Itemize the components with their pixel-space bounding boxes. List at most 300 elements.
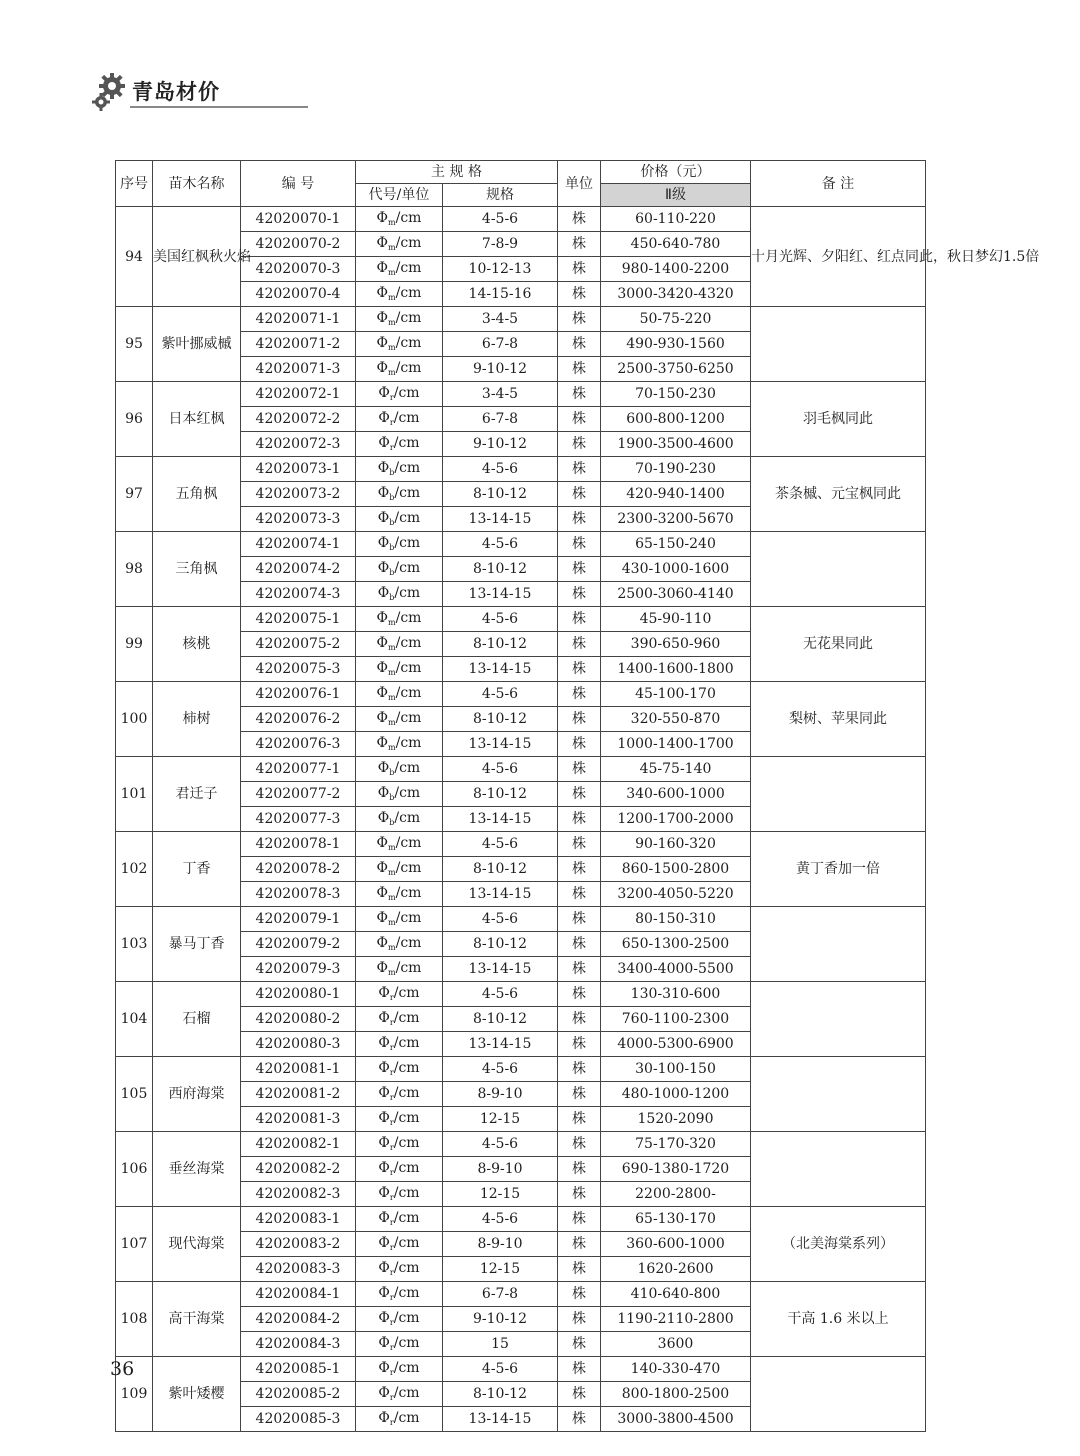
spec-unit: /cm (393, 1060, 420, 1076)
spec-symbol: Φ (378, 1060, 390, 1076)
spec-symbol-subscript: r (389, 1093, 394, 1102)
code-unit (356, 1157, 443, 1182)
price-value: 450-640-780 (601, 232, 751, 257)
price-value: 2500-3060-4140 (601, 582, 751, 607)
spec-symbol: Φ (378, 1160, 390, 1176)
remark: （北美海棠系列） (751, 1207, 926, 1282)
table-row (116, 457, 926, 482)
price-value: 2500-3750-6250 (601, 357, 751, 382)
code-unit (356, 482, 443, 507)
spec-symbol-subscript: m (388, 743, 396, 752)
spec-unit: /cm (395, 860, 422, 876)
spec-unit: /cm (395, 935, 422, 951)
spec-symbol-subscript: m (388, 643, 396, 652)
spec-value: 13-14-15 (443, 1032, 558, 1057)
code-unit (356, 1207, 443, 1232)
spec-value: 13-14-15 (443, 957, 558, 982)
spec-unit: /cm (395, 360, 422, 376)
spec-symbol: Φ (377, 460, 390, 476)
spec-symbol: Φ (377, 785, 390, 801)
unit: 株 (558, 682, 601, 707)
spec-symbol-subscript: m (388, 843, 396, 852)
spec-symbol: Φ (378, 1310, 390, 1326)
table-row (116, 382, 926, 407)
code-unit (356, 907, 443, 932)
spec-unit: /cm (395, 685, 422, 701)
spec-symbol: Φ (376, 335, 389, 351)
spec-symbol: Φ (376, 285, 389, 301)
unit: 株 (558, 1407, 601, 1432)
code-unit (356, 307, 443, 332)
price-value: 600-800-1200 (601, 407, 751, 432)
item-code: 42020077-1 (241, 757, 356, 782)
price-value: 3200-4050-5220 (601, 882, 751, 907)
price-value: 2300-3200-5670 (601, 507, 751, 532)
item-code: 42020071-3 (241, 357, 356, 382)
spec-symbol-subscript: m (388, 693, 396, 702)
item-code: 42020083-3 (241, 1257, 356, 1282)
item-code: 42020072-2 (241, 407, 356, 432)
spec-unit: /cm (393, 1285, 420, 1301)
spec-symbol: Φ (376, 860, 389, 876)
unit: 株 (558, 1132, 601, 1157)
spec-symbol-subscript: m (388, 668, 396, 677)
unit: 株 (558, 532, 601, 557)
spec-symbol-subscript: b (389, 568, 395, 577)
table-row (116, 307, 926, 332)
code-unit (356, 1382, 443, 1407)
spec-symbol: Φ (378, 1260, 390, 1276)
item-number: 95 (116, 307, 153, 382)
unit: 株 (558, 207, 601, 232)
spec-unit: /cm (395, 235, 422, 251)
spec-unit: /cm (393, 1310, 420, 1326)
spec-symbol-subscript: r (389, 1243, 394, 1252)
code-unit (356, 757, 443, 782)
price-value: 140-330-470 (601, 1357, 751, 1382)
code-unit (356, 557, 443, 582)
spec-value: 4-5-6 (443, 607, 558, 632)
item-code: 42020075-2 (241, 632, 356, 657)
item-code: 42020084-2 (241, 1307, 356, 1332)
price-value: 4000-5300-6900 (601, 1032, 751, 1057)
spec-value: 4-5-6 (443, 207, 558, 232)
code-unit (356, 332, 443, 357)
unit: 株 (558, 282, 601, 307)
unit: 株 (558, 707, 601, 732)
spec-symbol: Φ (378, 1385, 390, 1401)
spec-symbol-subscript: m (388, 968, 396, 977)
code-unit (356, 957, 443, 982)
price-value: 1190-2110-2800 (601, 1307, 751, 1332)
table-row (116, 832, 926, 857)
spec-symbol: Φ (378, 1285, 390, 1301)
price-value: 90-160-320 (601, 832, 751, 857)
plant-name: 丁香 (153, 832, 241, 907)
spec-unit: /cm (394, 460, 421, 476)
code-unit (356, 882, 443, 907)
item-number: 101 (116, 757, 153, 832)
spec-symbol: Φ (378, 385, 390, 401)
spec-value: 4-5-6 (443, 1357, 558, 1382)
code-unit (356, 1182, 443, 1207)
spec-value: 13-14-15 (443, 507, 558, 532)
unit: 株 (558, 732, 601, 757)
item-code: 42020085-3 (241, 1407, 356, 1432)
price-value: 3000-3420-4320 (601, 282, 751, 307)
price-value: 130-310-600 (601, 982, 751, 1007)
spec-symbol-subscript: r (389, 393, 394, 402)
spec-value: 7-8-9 (443, 232, 558, 257)
spec-unit: /cm (395, 210, 422, 226)
spec-symbol: Φ (376, 835, 389, 851)
spec-value: 12-15 (443, 1257, 558, 1282)
item-number: 96 (116, 382, 153, 457)
plant-name: 西府海棠 (153, 1057, 241, 1132)
table-row (116, 1057, 926, 1082)
spec-symbol-subscript: m (388, 893, 396, 902)
unit: 株 (558, 957, 601, 982)
price-value: 320-550-870 (601, 707, 751, 732)
spec-symbol: Φ (378, 985, 390, 1001)
spec-unit: /cm (393, 1260, 420, 1276)
item-code: 42020074-2 (241, 557, 356, 582)
code-unit (356, 607, 443, 632)
spec-symbol-subscript: r (389, 1143, 394, 1152)
price-value: 800-1800-2500 (601, 1382, 751, 1407)
remark: 梨树、苹果同此 (751, 682, 926, 757)
item-code: 42020085-1 (241, 1357, 356, 1382)
spec-symbol: Φ (378, 1410, 390, 1426)
spec-unit: /cm (394, 560, 421, 576)
plant-name: 核桃 (153, 607, 241, 682)
price-value: 65-130-170 (601, 1207, 751, 1232)
spec-value: 8-10-12 (443, 1007, 558, 1032)
code-unit (356, 1232, 443, 1257)
spec-value: 6-7-8 (443, 407, 558, 432)
item-code: 42020076-1 (241, 682, 356, 707)
unit: 株 (558, 1182, 601, 1207)
item-code: 42020078-2 (241, 857, 356, 882)
unit: 株 (558, 932, 601, 957)
price-value: 420-940-1400 (601, 482, 751, 507)
spec-value: 4-5-6 (443, 982, 558, 1007)
spec-symbol: Φ (378, 1035, 390, 1051)
spec-symbol-subscript: m (388, 243, 396, 252)
plant-name: 紫叶矮樱 (153, 1357, 241, 1432)
spec-symbol: Φ (376, 710, 389, 726)
plant-name: 三角枫 (153, 532, 241, 607)
price-value: 70-190-230 (601, 457, 751, 482)
price-value: 340-600-1000 (601, 782, 751, 807)
remark: 黄丁香加一倍 (751, 832, 926, 907)
price-value: 45-75-140 (601, 757, 751, 782)
unit: 株 (558, 832, 601, 857)
code-unit (356, 407, 443, 432)
spec-value: 8-10-12 (443, 482, 558, 507)
item-code: 42020075-1 (241, 607, 356, 632)
spec-symbol: Φ (376, 260, 389, 276)
spec-value: 8-10-12 (443, 857, 558, 882)
code-unit (356, 1032, 443, 1057)
item-number: 98 (116, 532, 153, 607)
item-code: 42020076-3 (241, 732, 356, 757)
item-code: 42020084-1 (241, 1282, 356, 1307)
spec-symbol: Φ (377, 510, 390, 526)
code-unit (356, 732, 443, 757)
spec-symbol-subscript: m (388, 268, 396, 277)
code-unit (356, 857, 443, 882)
item-code: 42020074-3 (241, 582, 356, 607)
item-code: 42020074-1 (241, 532, 356, 557)
spec-value: 8-10-12 (443, 707, 558, 732)
code-unit (356, 1282, 443, 1307)
spec-symbol-subscript: m (388, 618, 396, 627)
item-number: 100 (116, 682, 153, 757)
remark: 无花果同此 (751, 607, 926, 682)
spec-symbol: Φ (377, 760, 390, 776)
code-unit (356, 657, 443, 682)
item-code: 42020084-3 (241, 1332, 356, 1357)
table-row (116, 607, 926, 632)
item-code: 42020070-2 (241, 232, 356, 257)
unit: 株 (558, 1082, 601, 1107)
unit: 株 (558, 232, 601, 257)
price-value: 1200-1700-2000 (601, 807, 751, 832)
header-rule (130, 106, 308, 108)
unit: 株 (558, 982, 601, 1007)
item-number: 104 (116, 982, 153, 1057)
unit: 株 (558, 482, 601, 507)
price-value: 650-1300-2500 (601, 932, 751, 957)
unit: 株 (558, 1357, 601, 1382)
code-unit (356, 1357, 443, 1382)
plant-name: 美国红枫秋火焰 (153, 207, 241, 307)
spec-value: 8-10-12 (443, 557, 558, 582)
spec-symbol-subscript: r (389, 1018, 394, 1027)
code-unit (356, 1007, 443, 1032)
remark: 干高 1.6 米以上 (751, 1282, 926, 1357)
price-value: 760-1100-2300 (601, 1007, 751, 1032)
spec-value: 6-7-8 (443, 332, 558, 357)
header-grade: Ⅱ级 (601, 184, 751, 207)
unit: 株 (558, 357, 601, 382)
spec-unit: /cm (395, 885, 422, 901)
price-value: 980-1400-2200 (601, 257, 751, 282)
table-row (116, 1282, 926, 1307)
code-unit (356, 1332, 443, 1357)
item-number: 103 (116, 907, 153, 982)
item-code: 42020070-3 (241, 257, 356, 282)
unit: 株 (558, 382, 601, 407)
unit: 株 (558, 1257, 601, 1282)
spec-unit: /cm (395, 635, 422, 651)
spec-value: 9-10-12 (443, 432, 558, 457)
header-unit: 单位 (558, 161, 601, 207)
item-code: 42020081-1 (241, 1057, 356, 1082)
price-value: 490-930-1560 (601, 332, 751, 357)
spec-symbol-subscript: m (388, 318, 396, 327)
spec-value: 4-5-6 (443, 1132, 558, 1157)
spec-value: 4-5-6 (443, 532, 558, 557)
spec-value: 13-14-15 (443, 582, 558, 607)
spec-symbol-subscript: b (389, 818, 395, 827)
spec-unit: /cm (393, 435, 420, 451)
spec-symbol-subscript: r (389, 443, 394, 452)
item-code: 42020070-4 (241, 282, 356, 307)
code-unit (356, 382, 443, 407)
spec-value: 12-15 (443, 1182, 558, 1207)
item-code: 42020076-2 (241, 707, 356, 732)
code-unit (356, 457, 443, 482)
unit: 株 (558, 582, 601, 607)
item-code: 42020081-3 (241, 1107, 356, 1132)
code-unit (356, 232, 443, 257)
code-unit (356, 1257, 443, 1282)
spec-symbol-subscript: r (389, 418, 394, 427)
unit: 株 (558, 557, 601, 582)
spec-value: 8-9-10 (443, 1157, 558, 1182)
unit: 株 (558, 1332, 601, 1357)
header-price: 价格（元） (601, 161, 751, 184)
spec-symbol-subscript: r (389, 1343, 394, 1352)
spec-value: 3-4-5 (443, 307, 558, 332)
spec-symbol-subscript: r (389, 1393, 394, 1402)
code-unit (356, 1107, 443, 1132)
plant-name: 垂丝海棠 (153, 1132, 241, 1207)
item-code: 42020081-2 (241, 1082, 356, 1107)
table-row (116, 982, 926, 1007)
code-unit (356, 707, 443, 732)
spec-value: 13-14-15 (443, 732, 558, 757)
spec-symbol: Φ (376, 735, 389, 751)
spec-symbol-subscript: r (389, 1218, 394, 1227)
header-code: 编 号 (241, 161, 356, 207)
item-code: 42020071-1 (241, 307, 356, 332)
spec-symbol: Φ (378, 1235, 390, 1251)
code-unit (356, 432, 443, 457)
spec-value: 8-9-10 (443, 1232, 558, 1257)
plant-name: 现代海棠 (153, 1207, 241, 1282)
item-code: 42020072-1 (241, 382, 356, 407)
table-row (116, 207, 926, 232)
spec-value: 8-10-12 (443, 1382, 558, 1407)
spec-unit: /cm (393, 1385, 420, 1401)
spec-symbol: Φ (378, 1360, 390, 1376)
spec-value: 14-15-16 (443, 282, 558, 307)
code-unit (356, 807, 443, 832)
spec-symbol-subscript: b (389, 518, 395, 527)
item-code: 42020072-3 (241, 432, 356, 457)
unit: 株 (558, 1307, 601, 1332)
spec-value: 9-10-12 (443, 357, 558, 382)
item-code: 42020078-1 (241, 832, 356, 857)
item-code: 42020078-3 (241, 882, 356, 907)
item-code: 42020080-2 (241, 1007, 356, 1032)
code-unit (356, 532, 443, 557)
code-unit (356, 1132, 443, 1157)
spec-unit: /cm (395, 610, 422, 626)
brand-logo (90, 70, 230, 116)
item-code: 42020082-3 (241, 1182, 356, 1207)
code-unit (356, 357, 443, 382)
remark (751, 982, 926, 1057)
table-row (116, 1132, 926, 1157)
spec-unit: /cm (393, 1235, 420, 1251)
spec-unit: /cm (393, 1185, 420, 1201)
item-code: 42020071-2 (241, 332, 356, 357)
item-number: 109 (116, 1357, 153, 1432)
spec-symbol: Φ (378, 1010, 390, 1026)
header-note: 备 注 (751, 161, 926, 207)
unit: 株 (558, 1207, 601, 1232)
spec-symbol-subscript: r (389, 1318, 394, 1327)
spec-unit: /cm (395, 335, 422, 351)
spec-symbol-subscript: b (389, 593, 395, 602)
spec-unit: /cm (395, 960, 422, 976)
spec-symbol-subscript: r (389, 1293, 394, 1302)
spec-value: 13-14-15 (443, 657, 558, 682)
unit: 株 (558, 757, 601, 782)
table-header (116, 161, 926, 207)
spec-unit: /cm (393, 1135, 420, 1151)
header-main-spec: 主 规 格 (356, 161, 558, 184)
spec-symbol: Φ (378, 1335, 390, 1351)
unit: 株 (558, 1057, 601, 1082)
spec-unit: /cm (394, 810, 421, 826)
plant-name: 君迁子 (153, 757, 241, 832)
spec-symbol: Φ (377, 810, 390, 826)
spec-unit: /cm (395, 285, 422, 301)
item-number: 94 (116, 207, 153, 307)
spec-symbol: Φ (378, 1210, 390, 1226)
spec-unit: /cm (393, 1110, 420, 1126)
code-unit (356, 682, 443, 707)
spec-symbol: Φ (378, 1185, 390, 1201)
price-value: 75-170-320 (601, 1132, 751, 1157)
code-unit (356, 1082, 443, 1107)
item-code: 42020082-2 (241, 1157, 356, 1182)
code-unit (356, 282, 443, 307)
remark: 十月光辉、夕阳红、红点同此，秋日梦幻1.5倍 (751, 207, 926, 307)
brand-name: 青岛材价 (132, 80, 220, 104)
price-value: 430-1000-1600 (601, 557, 751, 582)
spec-symbol-subscript: m (388, 918, 396, 927)
spec-symbol-subscript: r (389, 1118, 394, 1127)
price-value: 1900-3500-4600 (601, 432, 751, 457)
spec-unit: /cm (393, 1160, 420, 1176)
code-unit (356, 257, 443, 282)
remark (751, 1357, 926, 1432)
spec-symbol: Φ (376, 235, 389, 251)
price-table (115, 160, 1040, 1432)
spec-value: 8-10-12 (443, 932, 558, 957)
item-code: 42020073-1 (241, 457, 356, 482)
spec-unit: /cm (395, 910, 422, 926)
spec-symbol: Φ (376, 960, 389, 976)
unit: 株 (558, 857, 601, 882)
spec-value: 4-5-6 (443, 457, 558, 482)
plant-name: 紫叶挪威槭 (153, 307, 241, 382)
code-unit (356, 1407, 443, 1432)
price-value: 30-100-150 (601, 1057, 751, 1082)
spec-unit: /cm (394, 535, 421, 551)
spec-unit: /cm (395, 835, 422, 851)
price-value: 3400-4000-5500 (601, 957, 751, 982)
spec-symbol-subscript: r (389, 1168, 394, 1177)
spec-unit: /cm (393, 985, 420, 1001)
code-unit (356, 982, 443, 1007)
